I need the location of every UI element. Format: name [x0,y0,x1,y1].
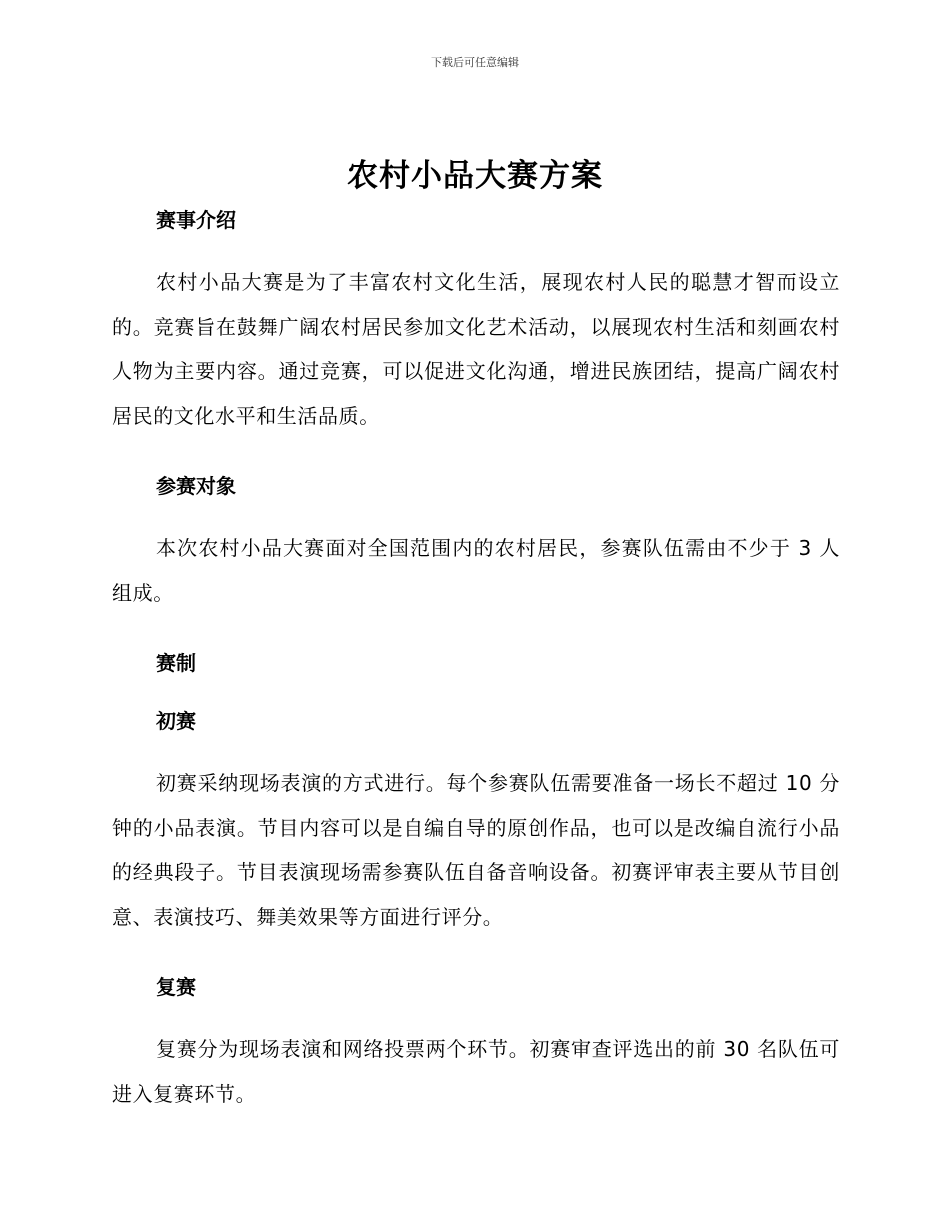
section-heading-preliminary: 初赛 [156,709,196,733]
paragraph-preliminary: 初赛采纳现场表演的方式进行。每个参赛队伍需要准备一场长不超过 10 分钟的小品表演。节目内容可以是自编自导的原创作品，也可以是改编自流行小品的经典段子。节目表演现场需参赛队伍自备音响设备。初赛评审表主要从节目创意、表演技巧、舞美效果等方面进行评分。 [112,771,840,929]
document-title: 农村小品大赛方案 [347,158,603,194]
section-heading-format: 赛制 [156,651,196,675]
section-heading-participants: 参赛对象 [156,474,236,498]
document-body [112,202,840,1116]
header-note: 下载后可任意编辑 [431,56,519,69]
section-heading-intro: 赛事介绍 [156,208,236,232]
paragraph-intro: 农村小品大赛是为了丰富农村文化生活，展现农村人民的聪慧才智而设立的。竞赛旨在鼓舞广阔农村居民参加文化艺术活动，以展现农村生活和刻画农村人物为主要内容。通过竞赛，可以促进文化沟通，增进民族团结，提高广阔农村居民的文化水平和生活品质。 [112,270,840,428]
paragraph-participants: 本次农村小品大赛面对全国范围内的农村居民，参赛队伍需由不少于 3 人组成。 [112,536,840,605]
section-heading-semifinal: 复赛 [156,975,196,999]
paragraph-semifinal: 复赛分为现场表演和网络投票两个环节。初赛审查评选出的前 30 名队伍可进入复赛环节。 [112,1037,840,1106]
